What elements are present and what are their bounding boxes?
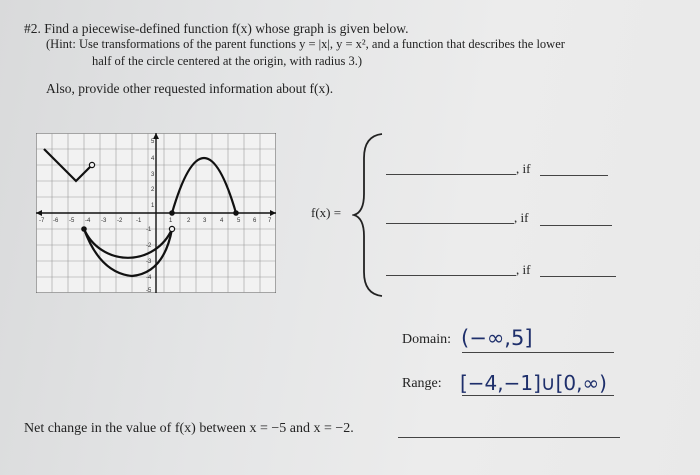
closed-point-marker — [233, 210, 239, 216]
x-tick-label: -5 — [69, 218, 75, 224]
y-tick-label: -1 — [146, 227, 152, 233]
domain-label: Domain: — [402, 332, 451, 347]
open-point-marker — [169, 226, 174, 231]
if-label-3: , if — [516, 262, 531, 277]
question-also: Also, provide other requested information about f(x). — [46, 81, 334, 96]
x-tick-label: 3 — [203, 218, 207, 224]
x-tick-label: -7 — [39, 218, 45, 224]
y-tick-label: -5 — [146, 288, 152, 293]
x-tick-label: -4 — [85, 218, 91, 224]
condition-blank-3[interactable] — [540, 276, 616, 277]
y-tick-label: 3 — [151, 172, 155, 178]
y-tick-label: 5 — [151, 139, 155, 145]
x-tick-label: -3 — [101, 218, 107, 224]
condition-blank-2[interactable] — [540, 225, 612, 226]
x-tick-label: 2 — [187, 218, 191, 224]
fx-label: f(x) = — [311, 205, 342, 220]
function-graph — [36, 133, 276, 293]
range-label: Range: — [402, 376, 442, 391]
if-label-2: , if — [514, 210, 529, 225]
x-tick-label: 6 — [253, 218, 257, 224]
open-point-marker — [89, 162, 94, 167]
x-tick-label: -1 — [136, 218, 142, 224]
x-tick-label: 7 — [268, 218, 272, 224]
question-hint: (Hint: Use transformations of the parent functions y = |x|, y = x², and a function that describes the lower — [46, 37, 565, 51]
closed-point-marker — [169, 210, 175, 216]
condition-blank-1[interactable] — [540, 175, 608, 176]
y-tick-label: 2 — [151, 187, 155, 193]
x-tick-label: -2 — [117, 218, 123, 224]
domain-answer: (−∞,5] — [461, 326, 533, 350]
x-tick-label: 5 — [237, 218, 241, 224]
question-hint-continued: half of the circle centered at the origin, with radius 3.) — [92, 54, 363, 68]
expression-blank-3[interactable] — [386, 275, 516, 276]
y-tick-label: -4 — [146, 275, 152, 281]
x-tick-label: 1 — [169, 218, 173, 224]
y-tick-label: -2 — [146, 243, 152, 249]
brace-icon — [352, 132, 386, 298]
expression-blank-1[interactable] — [386, 174, 516, 175]
net-change-question: Net change in the value of f(x) between x = −5 and x = −2. — [24, 421, 354, 436]
domain-blank[interactable] — [462, 352, 614, 353]
y-tick-label: 4 — [151, 156, 155, 162]
if-label-1: , if — [516, 161, 531, 176]
net-change-blank[interactable] — [398, 437, 620, 438]
x-tick-label: 4 — [220, 218, 224, 224]
y-tick-label: -3 — [146, 259, 152, 265]
y-tick-label: 1 — [151, 203, 155, 209]
expression-blank-2[interactable] — [386, 223, 514, 224]
range-blank[interactable] — [462, 395, 614, 396]
closed-point-marker — [81, 226, 87, 232]
question-title: #2. Find a piecewise-defined function f(x) whose graph is given below. — [24, 21, 409, 36]
range-answer: [−4,−1]∪[0,∞) — [460, 371, 607, 395]
x-tick-label: -6 — [53, 218, 59, 224]
